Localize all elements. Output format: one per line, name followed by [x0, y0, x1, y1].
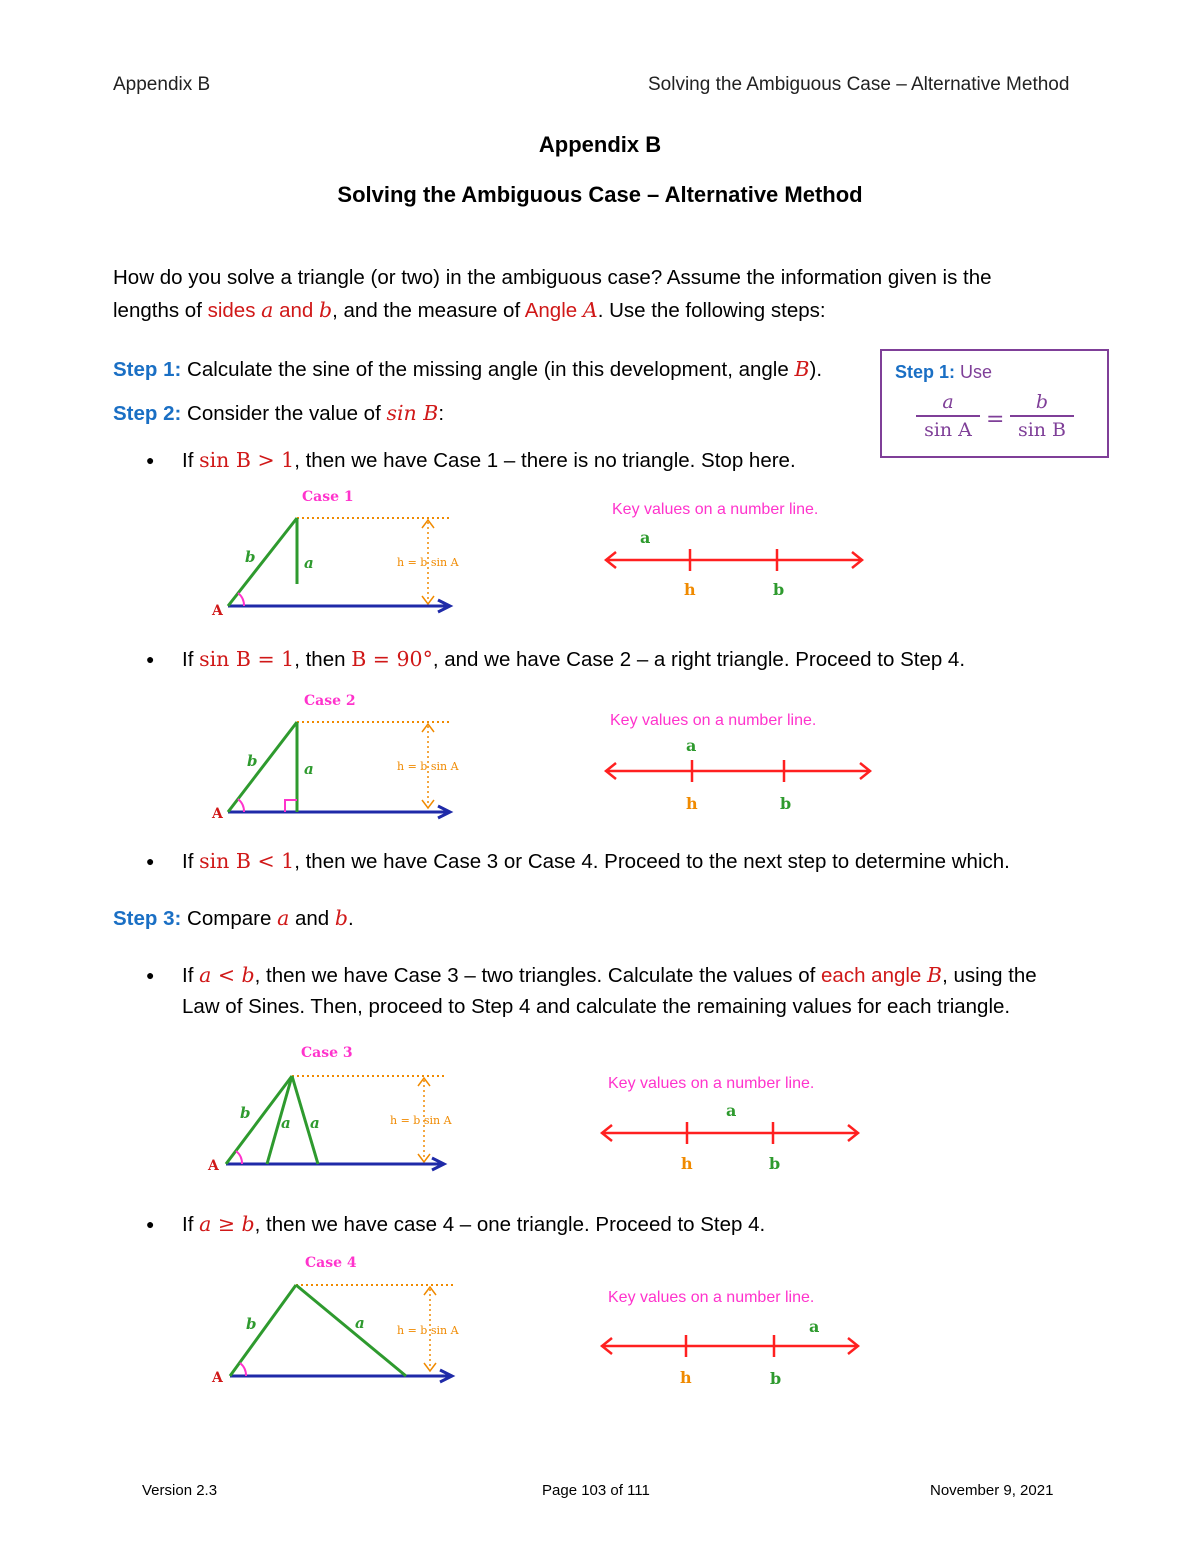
step1-text: Calculate the sine of the missing angle (in this development, angle: [181, 358, 795, 381]
bullet-dot: ●: [146, 1216, 155, 1232]
side-b: [228, 722, 297, 812]
marker-h: h: [686, 794, 698, 813]
intro-angle: Angle: [524, 299, 583, 322]
marker-a: a: [686, 736, 697, 755]
step1-end: ).: [809, 358, 823, 381]
frac2-numerator: b: [1010, 391, 1074, 417]
fraction-b-over-sinB: [1010, 391, 1074, 441]
step2-text: Consider the value of: [181, 402, 387, 425]
side-b: [230, 1285, 296, 1376]
marker-a: a: [640, 528, 651, 547]
vertex-A: A: [208, 1158, 219, 1174]
bullet-case3-line2: Law of Sines. Then, proceed to Step 4 and calculate the remaining values for each triangle.: [182, 995, 1011, 1018]
bullet-case4: [182, 1212, 765, 1237]
bullet-math: a ≥ b: [199, 1212, 255, 1236]
step3-end: .: [348, 907, 354, 930]
marker-h: h: [684, 580, 696, 599]
bullet-text: If: [182, 648, 200, 671]
bullet-math: B = 90°: [351, 647, 433, 671]
intro-line-1: How do you solve a triangle (or two) in the ambiguous case? Assume the information given is the: [113, 266, 992, 289]
step2-end: :: [438, 402, 445, 425]
marker-b: b: [773, 580, 785, 599]
case-label: Case 3: [301, 1045, 353, 1061]
page-subtitle: Solving the Ambiguous Case – Alternative Method: [337, 182, 863, 207]
label-b: b: [240, 1104, 251, 1122]
label-b: b: [245, 548, 256, 566]
step2-var: sin B: [386, 401, 439, 425]
bullet-case3or4: [182, 849, 1010, 874]
numberline-title: Key values on a number line.: [612, 501, 819, 518]
bullet-text: If: [182, 1213, 200, 1236]
height-label: h = b sin A: [397, 1324, 459, 1337]
footer-version: Version 2.3: [142, 1482, 218, 1499]
label-a: a: [281, 1114, 291, 1132]
bullet-case3-line1: [182, 963, 1037, 988]
case-label: Case 2: [304, 693, 356, 709]
stepbox-use: Use: [955, 362, 993, 382]
bullet-case2: [182, 647, 965, 672]
marker-a: a: [809, 1317, 820, 1336]
angle-arc: [238, 593, 244, 606]
angle-arc: [238, 799, 244, 812]
marker-h: h: [680, 1368, 692, 1387]
stepbox-step-label: Step 1:: [895, 362, 956, 382]
bullet-text: If: [182, 850, 200, 873]
label-b: b: [247, 752, 258, 770]
frac1-numerator: a: [916, 391, 980, 417]
bullet-text: If: [182, 449, 200, 472]
side-a: [296, 1285, 406, 1376]
bullet-dot: ●: [146, 853, 155, 869]
header-left: Appendix B: [113, 74, 211, 95]
page-title: Appendix B: [538, 132, 662, 157]
numberline-title: Key values on a number line.: [610, 712, 817, 729]
step3-var-b: b: [334, 906, 349, 930]
case4-triangle-diagram: [200, 1252, 470, 1392]
bullet-text: , then we have Case 3 – two triangles. Calculate the values of: [254, 964, 822, 987]
equals-sign: =: [986, 407, 1005, 432]
step3-and: and: [289, 907, 335, 930]
bullet-math: sin B = 1: [199, 647, 295, 671]
right-angle-mark: [285, 800, 297, 812]
bullet-text: , then: [294, 648, 352, 671]
bullet-math: a < b: [199, 963, 255, 987]
header-right: Solving the Ambiguous Case – Alternative Method: [648, 74, 1070, 95]
bullet-case1: [182, 448, 796, 473]
step1-line: [113, 357, 822, 382]
frac1-denominator: sin A: [924, 419, 972, 441]
footer-page-number: Page 103 of 111: [542, 1482, 650, 1499]
angle-arc: [240, 1363, 246, 1376]
marker-b: b: [780, 794, 792, 813]
marker-b: b: [770, 1369, 782, 1388]
bullet-dot: ●: [146, 651, 155, 667]
height-label: h = b sin A: [397, 556, 459, 569]
footer-date: November 9, 2021: [930, 1482, 1054, 1499]
intro-line-2: [113, 298, 826, 323]
case2-triangle-diagram: [200, 690, 460, 830]
bullet-math: sin B > 1: [199, 448, 295, 472]
label-b: b: [246, 1315, 257, 1333]
bullet-text: , and we have Case 2 – a right triangle. Proceed to Step 4.: [432, 648, 966, 671]
step1-label: Step 1:: [113, 358, 182, 381]
intro-var-b: b: [319, 298, 333, 322]
stepbox-label: [895, 362, 992, 383]
step3-var-a: a: [277, 906, 290, 930]
bullet-text: , then we have case 4 – one triangle. Proceed to Step 4.: [254, 1213, 766, 1236]
bullet-text: , using the: [942, 964, 1037, 987]
label-a: a: [304, 554, 314, 572]
bullet-text: , then we have Case 1 – there is no triangle. Stop here.: [294, 449, 796, 472]
marker-b: b: [769, 1154, 781, 1173]
label-a: a: [304, 760, 314, 778]
vertex-A: A: [212, 603, 223, 619]
case4-number-line: [598, 1284, 878, 1394]
case2-number-line: [600, 707, 880, 817]
bullet-dot: ●: [146, 452, 155, 468]
intro-text-2: , and the measure of: [332, 299, 525, 322]
numberline-title: Key values on a number line.: [608, 1289, 815, 1306]
case3-triangle-diagram: [200, 1042, 460, 1182]
bullet-text: If: [182, 964, 200, 987]
vertex-A: A: [212, 1370, 223, 1386]
case-label: Case 4: [305, 1255, 357, 1271]
bullet-math: sin B < 1: [199, 849, 295, 873]
case1-number-line: [600, 496, 880, 606]
frac2-denominator: sin B: [1017, 419, 1067, 441]
marker-a: a: [726, 1101, 737, 1120]
bullet-var: B: [927, 963, 943, 987]
label-a: a: [355, 1314, 365, 1332]
bullet-dot: ●: [146, 967, 155, 983]
step2-line: [113, 401, 444, 426]
intro-var-A: A: [582, 298, 598, 322]
bullet-emphasis: each angle: [821, 964, 928, 987]
height-label: h = b sin A: [390, 1114, 452, 1127]
bullet-text: , then we have Case 3 or Case 4. Proceed to the next step to determine which.: [294, 850, 1010, 873]
step1-var: B: [794, 357, 810, 381]
label-a: a: [310, 1114, 320, 1132]
height-label: h = b sin A: [397, 760, 459, 773]
vertex-A: A: [212, 806, 223, 822]
case-label: Case 1: [302, 489, 354, 505]
fraction-a-over-sinA: [916, 391, 980, 441]
case1-triangle-diagram: [200, 486, 460, 626]
case3-number-line: [598, 1070, 878, 1180]
intro-sides: sides: [207, 299, 262, 322]
intro-and: and: [273, 299, 319, 322]
angle-arc: [236, 1151, 242, 1164]
intro-var-a: a: [261, 298, 274, 322]
numberline-title: Key values on a number line.: [608, 1075, 815, 1092]
intro-text: lengths of: [113, 299, 208, 322]
intro-text-3: . Use the following steps:: [597, 299, 826, 322]
step1-formula-box: [880, 349, 1109, 458]
step3-label: Step 3:: [113, 907, 182, 930]
step2-label: Step 2:: [113, 402, 182, 425]
step3-text: Compare: [181, 907, 278, 930]
marker-h: h: [681, 1154, 693, 1173]
step3-line: [113, 906, 354, 931]
